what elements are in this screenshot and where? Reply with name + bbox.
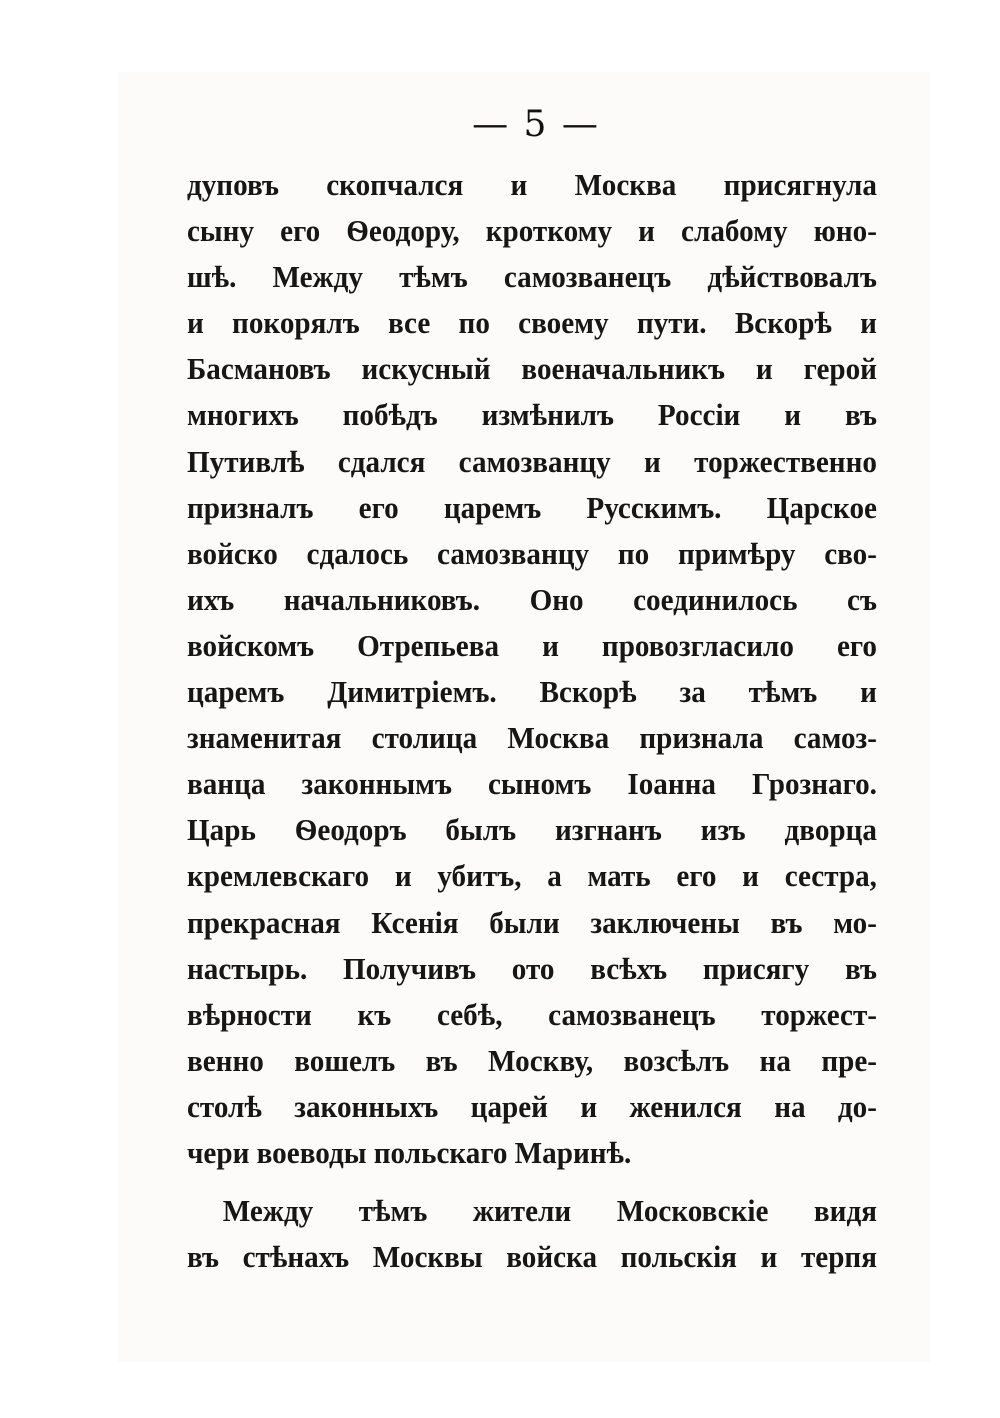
text-line: вѣрности къ себѣ, самозванецъ торжест- — [187, 996, 877, 1032]
text-line: Между тѣмъ жители Московскіе видя — [222, 1193, 877, 1229]
text-line: кремлевскаго и убитъ, а мать его и сестра, — [187, 858, 877, 894]
text-line: знаменитая столица Москва признала самоз- — [187, 720, 877, 756]
paragraph-1 — [187, 162, 877, 1176]
text-line: прекрасная Ксенія были заключены въ мо- — [187, 904, 877, 940]
text-line: дуповъ скопчался и Москва присягнула — [187, 167, 877, 202]
text-line: настырь. Получивъ ото всѣхъ присягу въ — [187, 950, 877, 986]
text-line: войскомъ Отрепьева и провозгласило его — [187, 627, 877, 663]
text-line: ихъ начальниковъ. Оно соединилось съ — [187, 581, 877, 617]
text-line: многихъ побѣдъ измѣнилъ Россіи и въ — [187, 397, 877, 433]
text-line: Путивлѣ сдался самозванцу и торжественно — [187, 443, 877, 479]
text-line: войско сдалось самозванцу по примѣру сво- — [187, 535, 877, 571]
text-line: въ стѣнахъ Москвы войска польскія и терпя — [187, 1239, 877, 1275]
text-line: чери воеводы польскаго Маринѣ. — [187, 1134, 632, 1170]
text-line: царемъ Димитріемъ. Вскорѣ за тѣмъ и — [187, 674, 877, 710]
paragraph-2 — [187, 1188, 877, 1280]
text-line: ванца законнымъ сыномъ Іоанна Грознаго. — [187, 766, 877, 802]
paragraph-gap — [187, 1176, 877, 1188]
text-line: и покорялъ все по своему пути. Вскорѣ и — [187, 305, 877, 341]
body-text — [187, 162, 877, 1280]
text-line: шѣ. Между тѣмъ самозванецъ дѣйствовалъ — [187, 259, 877, 295]
page-number: — 5 — — [472, 104, 600, 145]
text-line: сыну его Ѳеодору, кроткому и слабому юно- — [187, 213, 877, 249]
text-line: венно вошелъ въ Москву, возсѣлъ на пре- — [187, 1042, 877, 1078]
text-line: Басмановъ искусный военачальникъ и герой — [187, 351, 877, 387]
text-line: призналъ его царемъ Русскимъ. Царское — [187, 489, 877, 525]
text-line: Царь Ѳеодоръ былъ изгнанъ изъ дворца — [187, 812, 877, 848]
text-line: столѣ законныхъ царей и женился на до- — [187, 1088, 877, 1124]
